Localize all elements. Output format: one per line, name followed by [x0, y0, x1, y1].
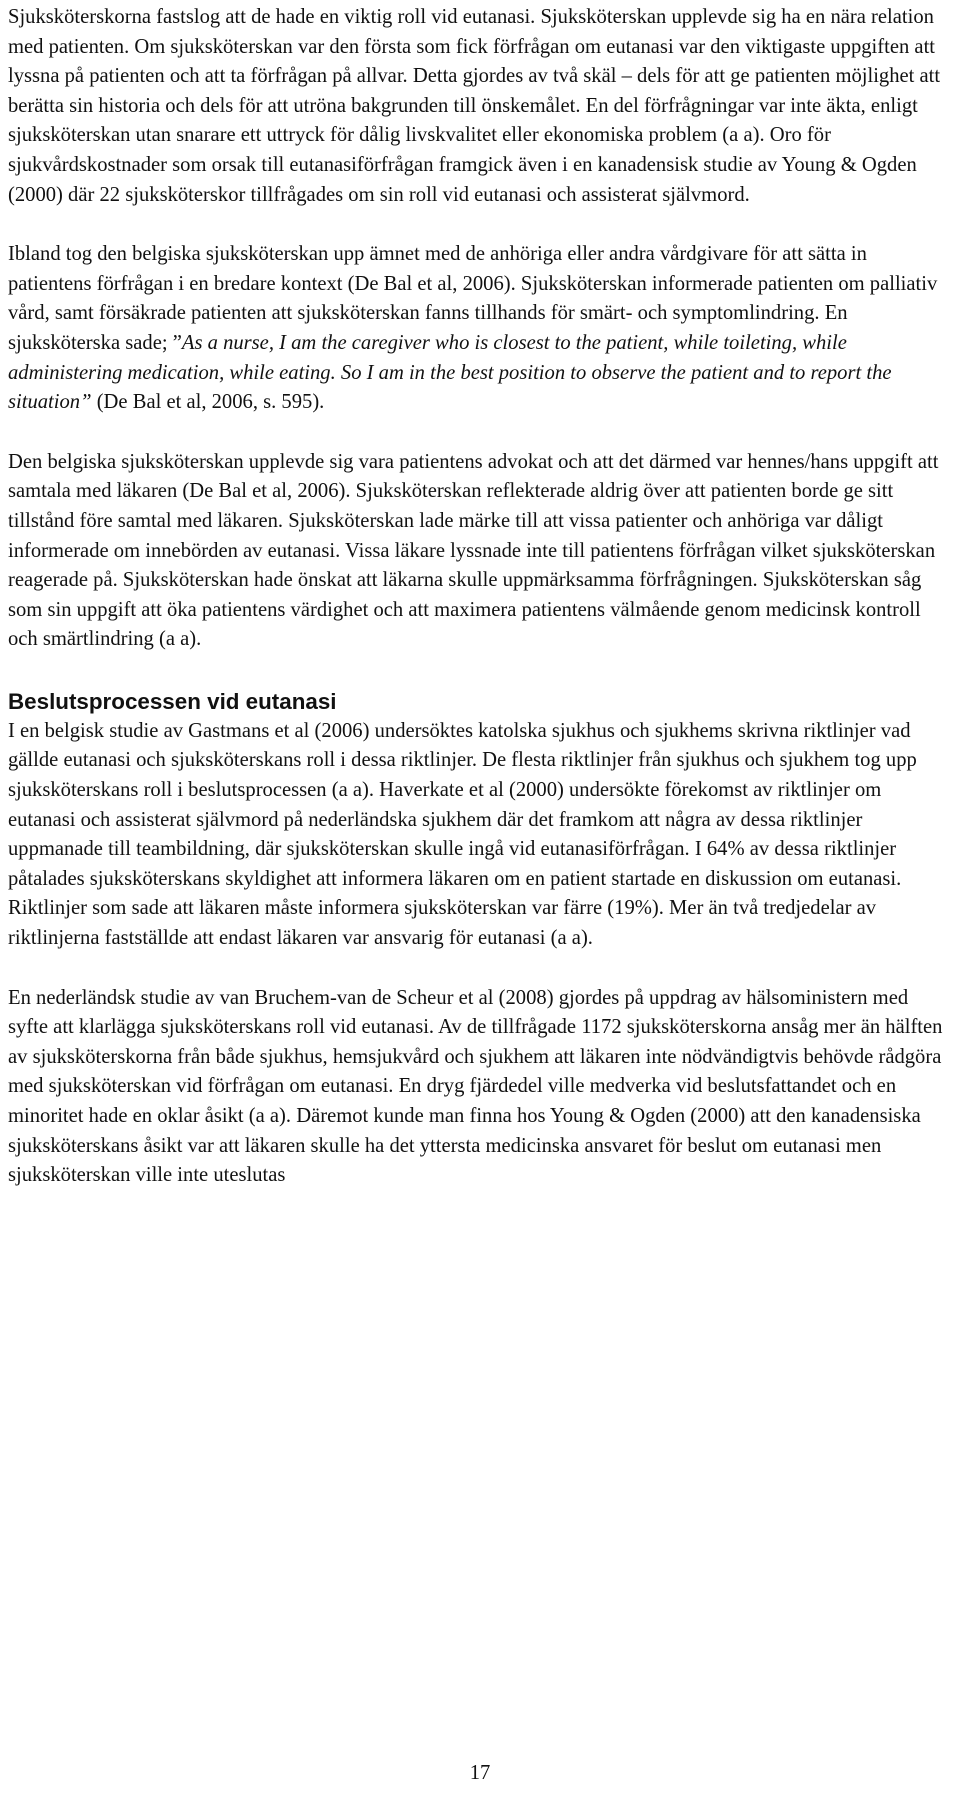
page-number: 17 [469, 1762, 491, 1784]
paragraph-nurse-role: Sjuksköterskorna fastslog att de hade en viktig roll vid eutanasi. Sjuksköterskan upplevde sig ha en nära relation med patienten. Om sjuksköterskan var den första som fick förfrågan om eutanasi var den viktigaste uppgiften att lyssna på patienten och att ta förfrågan på allvar. Detta gjordes av två skäl – dels för att ge patienten möjlighet att berätta sin historia och dels för att utröna bakgrunden till önskemålet. En del förfrågningar var inte äkta, enligt sjuksköterskan utan snarare ett uttryck för dålig livskvalitet eller ekonomiska problem (a a). Oro för sjukvårdskostnader som orsak till eutanasiförfrågan framgick även i en kanadensisk studie av Young & Ogden (2000) där 22 sjuksköterskor tillfrågades om sin roll vid eutanasi och assisterat självmord. [8, 6, 941, 206]
paragraph-patient-advocate: Den belgiska sjuksköterskan upplevde sig vara patientens advokat och att det därmed var hennes/hans uppgift att samtala med läkaren (De Bal et al, 2006). Sjuksköterskan reflekterade aldrig över att patienten borde ge sitt tillstånd före samtal med läkaren. Sjuksköterskan lade märke till att vissa patienter och anhöriga var dåligt informerade om innebörden av eutanasi. Vissa läkare lyssnade inte till patientens förfrågan vilket sjuksköterskan reagerade på. Sjuksköterskan hade önskat att läkarna skulle uppmärksamma förfrågningen. Sjuksköterskan såg som sin uppgift att öka patientens värdighet och att maximera patientens välmående genom medicinsk kontroll och smärtlindring (a a). [8, 450, 939, 651]
text-body [8, 3, 952, 1191]
paragraph-dutch-study: En nederländsk studie av van Bruchem-van de Scheur et al (2008) gjordes på uppdrag av hälsoministern med syfte att klarlägga sjuksköterskans roll vid eutanasi. Av de tillfrågade 1172 sjuksköterskorna ansåg mer än hälften av sjuksköterskorna från både sjukhus, hemsjukvård och sjukhem att läkaren inte nödvändigtvis behövde rådgöra med sjuksköterskan vid förfrågan om eutanasi. En dryg fjärdedel ville medverka vid beslutsfattandet och en minoritet hade en oklar åsikt (a a). Däremot kunde man finna hos Young & Ogden (2000) att den kanadensiska sjuksköterskans åsikt var att läkaren skulle ha det yttersta medicinska ansvaret för beslut om eutanasi men sjuksköterskan ville inte uteslutas [8, 986, 943, 1187]
paragraph-belgian-nurse-text: Ibland tog den belgiska sjuksköterskan upp ämnet med de anhöriga eller andra vårdgivare för att sätta in patientens förfrågan i en bredare kontext (De Bal et al, 2006). Sjuksköterskan informerade patienten om palliativ vård, samt försäkrade patienten att sjuksköterskan fanns tillhands för smärt- och symptomlindring. En sjuksköterska sade; ” [8, 243, 938, 354]
nurse-quote: As a nurse, I am the caregiver who is closest to the patient, while toileting, while administering medication, while eating. So I am in the best position to observe the patient and to report the situation” [8, 331, 892, 414]
section-heading: Beslutsprocessen vid eutanasi [8, 688, 337, 714]
paragraph-belgian-nurse [8, 240, 952, 418]
paragraph-guidelines: I en belgisk studie av Gastmans et al (2006) undersöktes katolska sjukhus och sjukhems skrivna riktlinjer vad gällde eutanasi och sjuksköterskans roll i dessa riktlinjer. De flesta riktlinjer från sjukhus och sjukhem tog upp sjuksköterskans roll i beslutsprocessen (a a). Haverkate et al (2000) undersökte förekomst av riktlinjer om eutanasi och assisterat självmord på nederländska sjukhem där det framkom att några av dessa riktlinjer uppmanade till teambildning, där sjuksköterskan skulle ingå vid eutanasiförfrågan. I 64% av dessa riktlinjer påtalades sjuksköterskans skyldighet att informera läkaren om en patient startade en diskussion om eutanasi. Riktlinjer som sade att läkaren måste informera sjuksköterskan var färre (19%). Mer än två tredjedelar av riktlinjerna fastställde att endast läkaren var ansvarig för eutanasi (a a). [8, 719, 917, 950]
quote-citation: (De Bal et al, 2006, s. 595). [91, 391, 325, 414]
